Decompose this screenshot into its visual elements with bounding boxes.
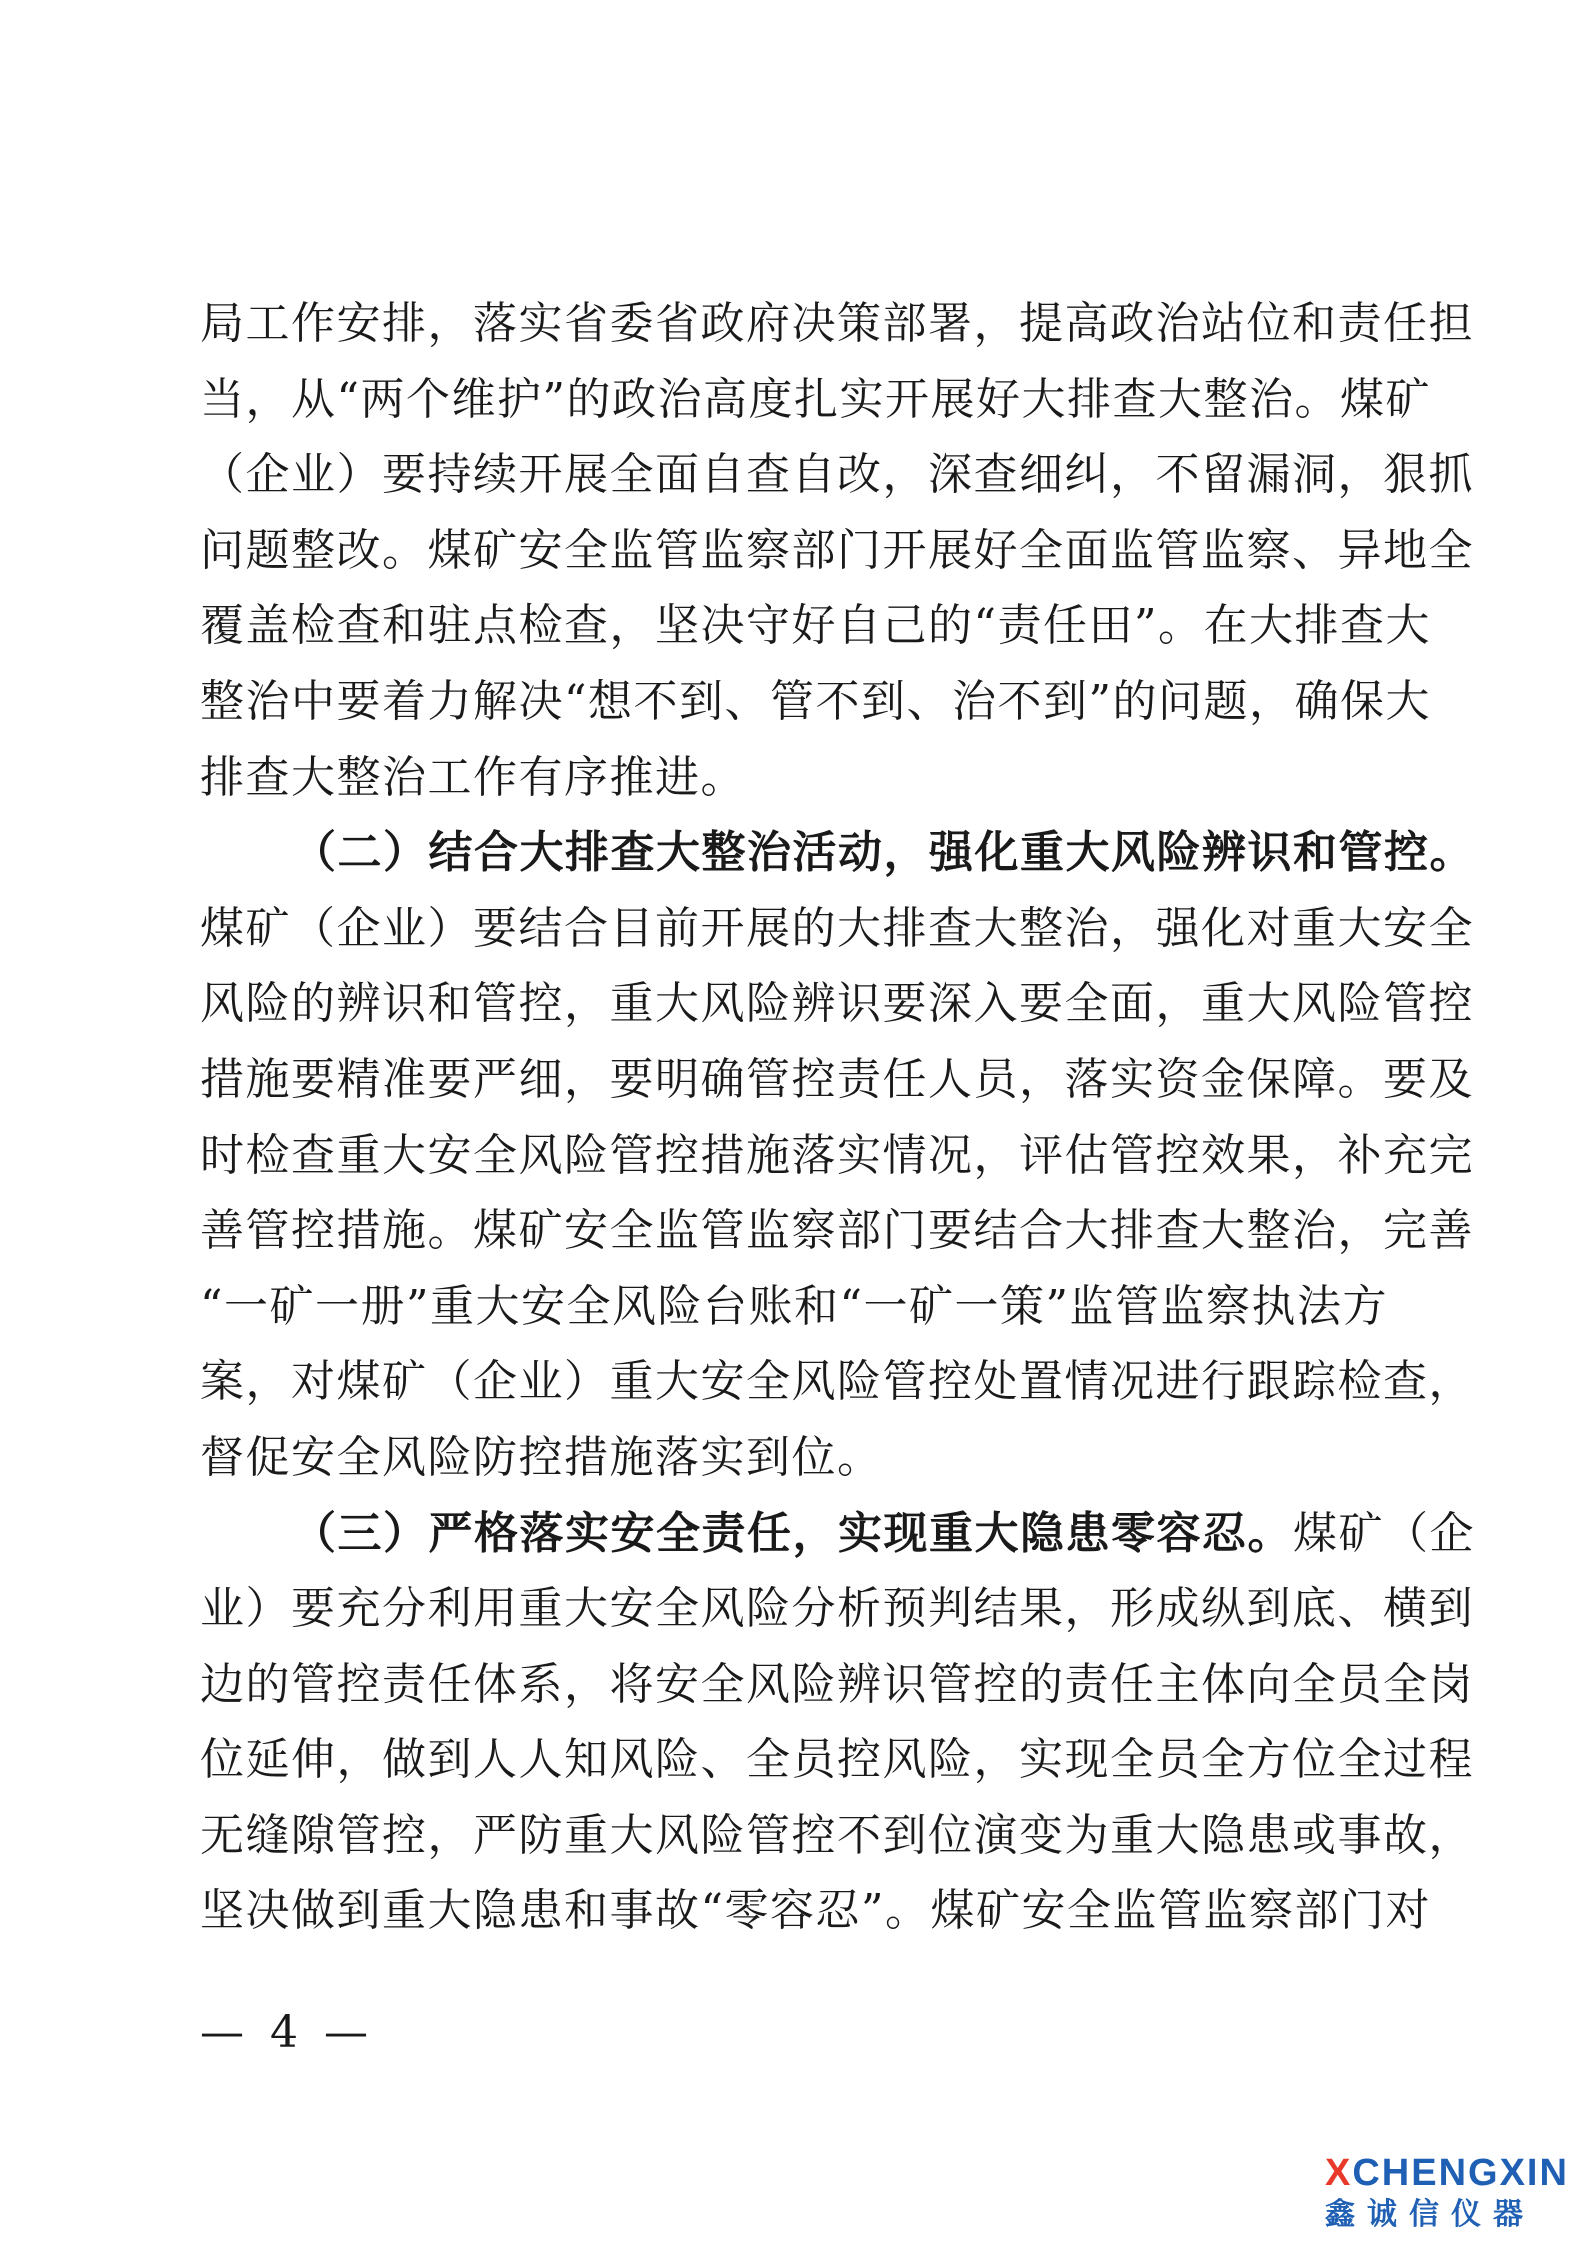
- body-line: 局工作安排，落实省委省政府决策部署，提高政治站位和责任担: [200, 298, 1474, 349]
- section-heading-3-continuation: 煤矿（企: [1293, 1507, 1475, 1559]
- body-line: 措施要精准要严细，要明确管控责任人员，落实资金保障。要及: [200, 1053, 1474, 1105]
- body-line: 问题整改。煤矿安全监管监察部门开展好全面监管监察、异地全: [200, 524, 1474, 576]
- body-line: （企业）要持续开展全面自查自改，深查细纠，不留漏洞，狠抓: [200, 449, 1474, 501]
- document-body: [200, 286, 1475, 1949]
- body-line: 督促安全风险防控措施落实到位。: [200, 1431, 883, 1483]
- body-line: 覆盖检查和驻点检查，坚决守好自己的“责任田”。在大排查大: [200, 600, 1431, 652]
- body-line: 煤矿（企业）要结合目前开展的大排查大整治，强化对重大安全: [200, 902, 1474, 954]
- body-line: 风险的辨识和管控，重大风险辨识要深入要全面，重大风险管控: [200, 978, 1474, 1030]
- watermark-logo: [1325, 2151, 1573, 2239]
- body-line: “一矿一册”重大安全风险台账和“一矿一策”监管监察执法方: [200, 1280, 1388, 1332]
- body-line: 案，对煤矿（企业）重大安全风险管控处置情况进行跟踪检查，: [200, 1356, 1474, 1408]
- watermark-tagline: 鑫诚信仪器: [1325, 2197, 1535, 2232]
- section-heading-2: [200, 815, 1475, 891]
- body-line: 边的管控责任体系，将安全风险辨识管控的责任主体向全员全岗: [200, 1658, 1474, 1710]
- body-line: 业）要充分利用重大安全风险分析预判结果，形成纵到底、横到: [200, 1583, 1474, 1635]
- watermark-letters-rest: CHENGXIN: [1352, 2152, 1569, 2194]
- watermark-letter-x: X: [1325, 2152, 1353, 2194]
- section-heading-3-text: （三）严格落实安全责任，实现重大隐患零容忍。: [292, 1507, 1293, 1559]
- watermark-wordmark: [1325, 2151, 1573, 2195]
- body-line: 位延伸，做到人人知风险、全员控风险，实现全员全方位全过程: [200, 1734, 1474, 1786]
- body-line: 坚决做到重大隐患和事故“零容忍”。煤矿安全监管监察部门对: [200, 1885, 1431, 1937]
- body-line: 当，从“两个维护”的政治高度扎实开展好大排查大整治。煤矿: [200, 373, 1431, 425]
- body-line: 排查大整治工作有序推进。: [200, 751, 746, 803]
- body-line: 整治中要着力解决“想不到、管不到、治不到”的问题，确保大: [200, 675, 1431, 727]
- body-line: 无缝隙管控，严防重大风险管控不到位演变为重大隐患或事故，: [200, 1809, 1474, 1861]
- page-number: — 4 —: [200, 2007, 374, 2058]
- section-heading-2-text: （二）结合大排查大整治活动，强化重大风险辨识和管控。: [292, 827, 1475, 879]
- body-line: 善管控措施。煤矿安全监管监察部门要结合大排查大整治，完善: [200, 1205, 1474, 1257]
- section-heading-3: [200, 1496, 1475, 1572]
- body-line: 时检查重大安全风险管控措施落实情况，评估管控效果，补充完: [200, 1129, 1474, 1181]
